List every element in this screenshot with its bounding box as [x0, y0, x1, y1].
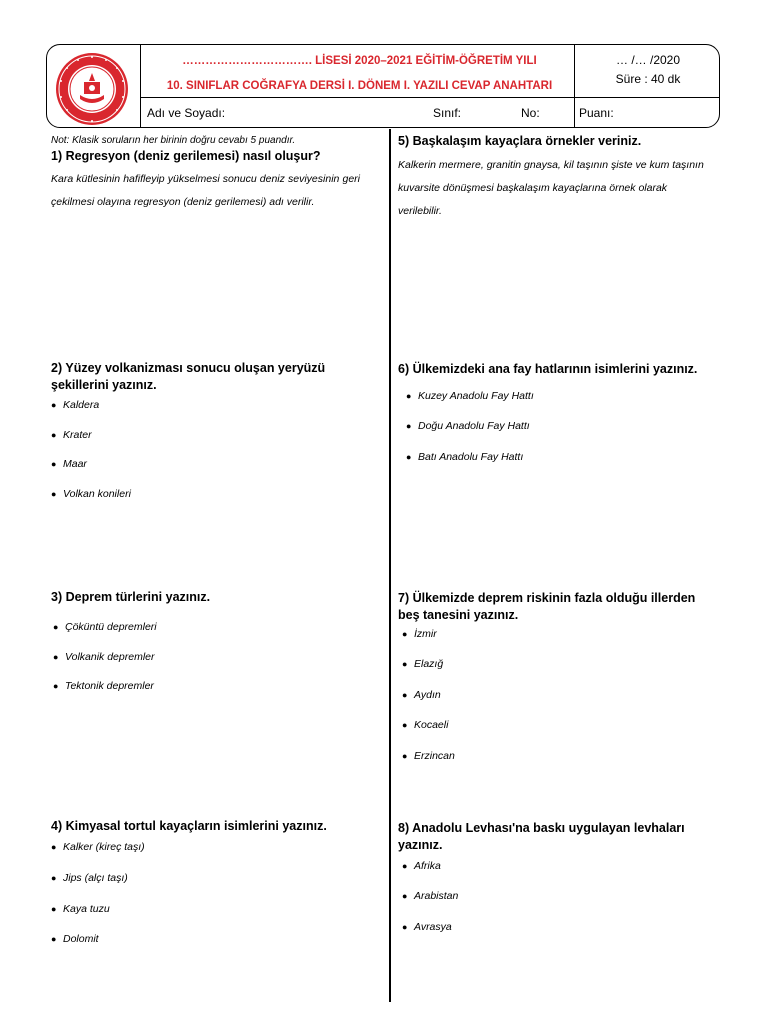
duration-label: Süre : 40 dk: [615, 72, 681, 86]
bullet-icon: ●: [51, 400, 57, 410]
ministry-seal-logo: [54, 51, 130, 127]
bullet-icon: ●: [402, 720, 408, 730]
question-5-answer: Kalkerin mermere, granitin gnaysa, kil taşının şiste ve kum taşının kuvarsite dönüşmesi başkalaşım kayaçlarına örnek olarak verilebilir.: [398, 159, 704, 217]
bullet-icon: ●: [402, 922, 408, 932]
list-item: ● Afrika: [402, 860, 441, 872]
bullet-icon: ●: [406, 421, 412, 431]
list-item: ● Kaldera: [51, 399, 100, 411]
question-5-title: 5) Başkalaşım kayaçlara örnekler veriniz.: [398, 134, 642, 148]
score-label: Puanı:: [579, 106, 614, 120]
list-item: ● Kaya tuzu: [51, 903, 110, 915]
name-label: Adı ve Soyadı:: [147, 106, 226, 120]
bullet-icon: ●: [402, 861, 408, 871]
bullet-icon: ●: [402, 690, 408, 700]
school-year-title: ……………………………. LİSESİ 2020–2021 EĞİTİM-ÖĞRETİM YILI: [182, 55, 537, 67]
list-item: ● Doğu Anadolu Fay Hattı: [406, 420, 530, 432]
list-item: ● Çöküntü depremleri: [53, 621, 157, 633]
list-item: ● Batı Anadolu Fay Hattı: [406, 451, 524, 463]
list-item: ● Volkanik depremler: [53, 651, 155, 663]
list-item: ● Kuzey Anadolu Fay Hattı: [406, 390, 534, 402]
question-1-title: 1) Regresyon (deniz gerilemesi) nasıl oluşur?: [51, 149, 321, 163]
class-label: Sınıf:: [433, 106, 462, 120]
scoring-note: Not: Klasik soruların her birinin doğru cevabı 5 puandır.: [51, 135, 296, 146]
question-8-title: 8) Anadolu Levhası'na baskı uygulayan levhaları yazınız.: [398, 821, 685, 852]
question-7-title: 7) Ülkemizde deprem riskinin fazla olduğu illerden beş tanesini yazınız.: [398, 591, 696, 622]
bullet-icon: ●: [53, 681, 59, 691]
list-item: ● Jips (alçı taşı): [51, 872, 128, 884]
bullet-icon: ●: [402, 629, 408, 639]
list-item: ● Aydın: [402, 689, 441, 701]
question-2-title: 2) Yüzey volkanizması sonucu oluşan yeryüzü şekillerini yazınız.: [51, 361, 326, 392]
list-item: ● Avrasya: [402, 921, 452, 933]
list-item: ● Tektonik depremler: [53, 680, 154, 692]
list-item: ● Dolomit: [51, 933, 99, 945]
list-item: ● İzmir: [402, 628, 437, 640]
bullet-icon: ●: [51, 873, 57, 883]
column-divider: [389, 129, 391, 1002]
bullet-icon: ●: [51, 459, 57, 469]
exam-header: [46, 44, 720, 128]
bullet-icon: ●: [51, 934, 57, 944]
list-item: ● Elazığ: [402, 658, 444, 670]
question-3-title: 3) Deprem türlerini yazınız.: [51, 590, 211, 604]
number-label: No:: [521, 106, 540, 120]
list-item: ● Kocaeli: [402, 719, 449, 731]
bullet-icon: ●: [402, 891, 408, 901]
question-6-title: 6) Ülkemizdeki ana fay hatlarının isimlerini yazınız.: [398, 362, 698, 376]
bullet-icon: ●: [402, 751, 408, 761]
list-item: ● Arabistan: [402, 890, 459, 902]
question-4-title: 4) Kimyasal tortul kayaçların isimlerini yazınız.: [51, 819, 327, 833]
bullet-icon: ●: [406, 391, 412, 401]
exam-title: 10. SINIFLAR COĞRAFYA DERSİ I. DÖNEM I. YAZILI CEVAP ANAHTARI: [166, 80, 553, 92]
bullet-icon: ●: [51, 904, 57, 914]
list-item: ● Volkan konileri: [51, 488, 131, 500]
bullet-icon: ●: [51, 842, 57, 852]
bullet-icon: ●: [51, 489, 57, 499]
bullet-icon: ●: [406, 452, 412, 462]
bullet-icon: ●: [53, 622, 59, 632]
bullet-icon: ●: [402, 659, 408, 669]
question-1-answer: Kara kütlesinin hafifleyip yükselmesi sonucu deniz seviyesinin geri çekilmesi olayına regresyon (deniz gerilemesi) adı verilir.: [51, 173, 360, 208]
list-item: ● Erzincan: [402, 750, 455, 762]
bullet-icon: ●: [53, 652, 59, 662]
bullet-icon: ●: [51, 430, 57, 440]
date-field: … /… /2020: [615, 53, 681, 67]
list-item: ● Krater: [51, 429, 92, 441]
list-item: ● Maar: [51, 458, 87, 470]
list-item: ● Kalker (kireç taşı): [51, 841, 145, 853]
